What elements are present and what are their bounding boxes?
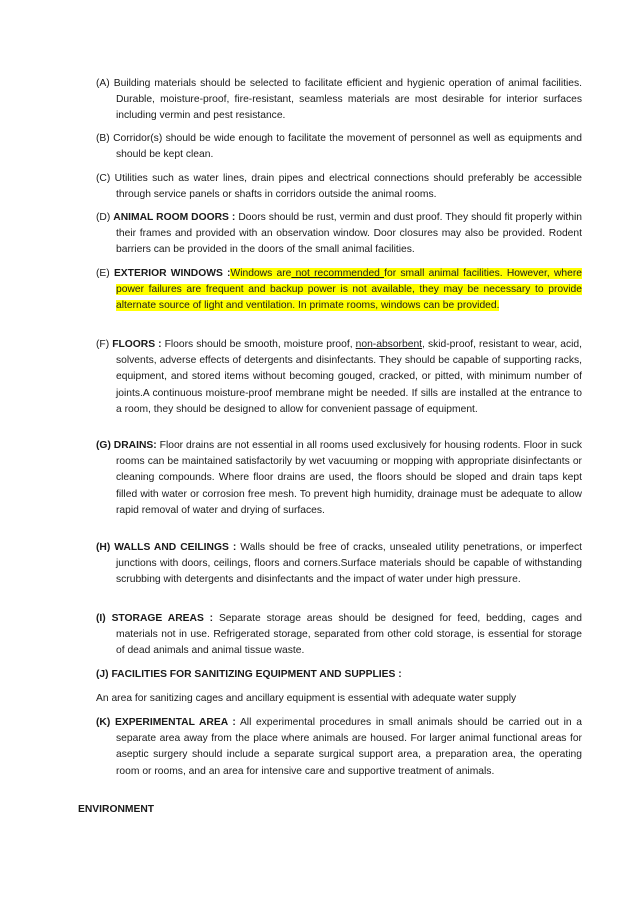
paragraph-d	[96, 210, 582, 259]
paragraph-b	[96, 131, 582, 163]
underlined-text: non-absorbent	[355, 339, 423, 350]
paragraph-c	[96, 171, 582, 203]
item-text: Separate storage areas should be designed for feed, bedding, cages and materials not in use. Refrigerated storage, separated from other cold storage, is essential for storage of dead animals and animal tissue waste.	[116, 613, 582, 657]
paragraph-f	[96, 337, 582, 418]
paragraph-e	[96, 266, 582, 315]
item-marker: (D)	[96, 212, 114, 223]
item-title: (H) WALLS AND CEILINGS :	[96, 542, 237, 553]
item-text: Utilities such as water lines, drain pipes and electrical connections should preferably be accessible through service panels or shafts in corridors outside the animal rooms.	[114, 173, 583, 201]
item-title: (G) DRAINS:	[96, 440, 157, 451]
item-text: , skid-proof, resistant to wear, acid, solvents, adverse effects of detergents and disinfectants. They should be capable of supporting racks, equipment, and stored items without becoming gouged, cracked, or pitted, with minimum number of joints.A continuous moisture-proof membrane might be needed. If sills are installed at the entrance to a room, they should be designed to allow for convenient passage of equipment.	[116, 339, 582, 415]
item-title: (K) EXPERIMENTAL AREA :	[96, 717, 236, 728]
item-title: (I) STORAGE AREAS :	[96, 613, 214, 624]
highlighted-underlined-text: not recommended	[291, 268, 385, 279]
item-text: An area for sanitizing cages and ancillary equipment is essential with adequate water supply	[96, 693, 517, 704]
paragraph-j-title	[96, 667, 562, 683]
paragraph-k	[96, 715, 582, 780]
paragraph-h	[96, 540, 582, 589]
highlighted-text: Windows are	[230, 268, 292, 279]
item-marker: (F)	[96, 339, 113, 350]
paragraph-g	[96, 438, 582, 519]
item-text: All experimental procedures in small animals should be carried out in a separate area away from the place where animals are housed. For larger animal functional areas for aseptic surgery should include a separate surgical support area, a preparation area, the operating room or rooms, and an area for intensive care and supportive treatment of animals.	[116, 717, 582, 777]
paragraph-a	[96, 76, 582, 125]
item-marker: (A)	[96, 78, 114, 89]
item-text: Walls should be free of cracks, unsealed utility penetrations, or imperfect junctions with doors, ceilings, floors and corners.Surface materials should be capable of withstanding scrubbing with detergents and disinfectants and the impact of water under high pressure.	[116, 542, 582, 586]
item-text: Doors should be rust, vermin and dust proof. They should fit properly within their frames and provided with an observation window. Door closures may also be provided. Rodent barriers can be provided in the doors of the small animal facilities.	[116, 212, 583, 256]
item-text: Building materials should be selected to facilitate efficient and hygienic operation of animal facilities. Durable, moisture-proof, fire-resistant, seamless materials are most desirable for interior surfaces including vermin and pest resistance.	[113, 78, 582, 122]
item-title: (J) FACILITIES FOR SANITIZING EQUIPMENT AND SUPPLIES :	[96, 669, 402, 680]
item-title: FLOORS :	[112, 339, 162, 350]
paragraph-j-text	[96, 691, 562, 707]
item-text: Floor drains are not essential in all rooms used exclusively for housing rodents. Floor in suck rooms can be maintained satisfactorily by wet vacuuming or mopping with appropriate disinfectants or cleaning compounds. Where floor drains are used, the floors should be sloped and drain taps kept filled with water or corrosion free mesh. To prevent high humidity, drainage must be adequate to allow rapid removal of water and drying of surfaces.	[116, 440, 582, 516]
item-marker: (E)	[96, 268, 114, 279]
highlighted-text: for small animal facilities. However, where power failures are frequent and backup power is not available, they may be necessary to provide alternate source of light and ventilation. In primate rooms, windows can be provided.	[116, 268, 583, 312]
item-text: Corridor(s) should be wide enough to facilitate the movement of personnel as well as equipments and should be kept clean.	[113, 133, 582, 161]
item-text: Floors should be smooth, moisture proof,	[161, 339, 356, 350]
item-title: EXTERIOR WINDOWS :	[113, 268, 231, 279]
paragraph-i	[96, 611, 582, 660]
item-title: ANIMAL ROOM DOORS :	[113, 212, 236, 223]
item-marker: (C)	[96, 173, 115, 184]
item-marker: (B)	[96, 133, 114, 144]
section-heading: ENVIRONMENT	[78, 804, 155, 815]
